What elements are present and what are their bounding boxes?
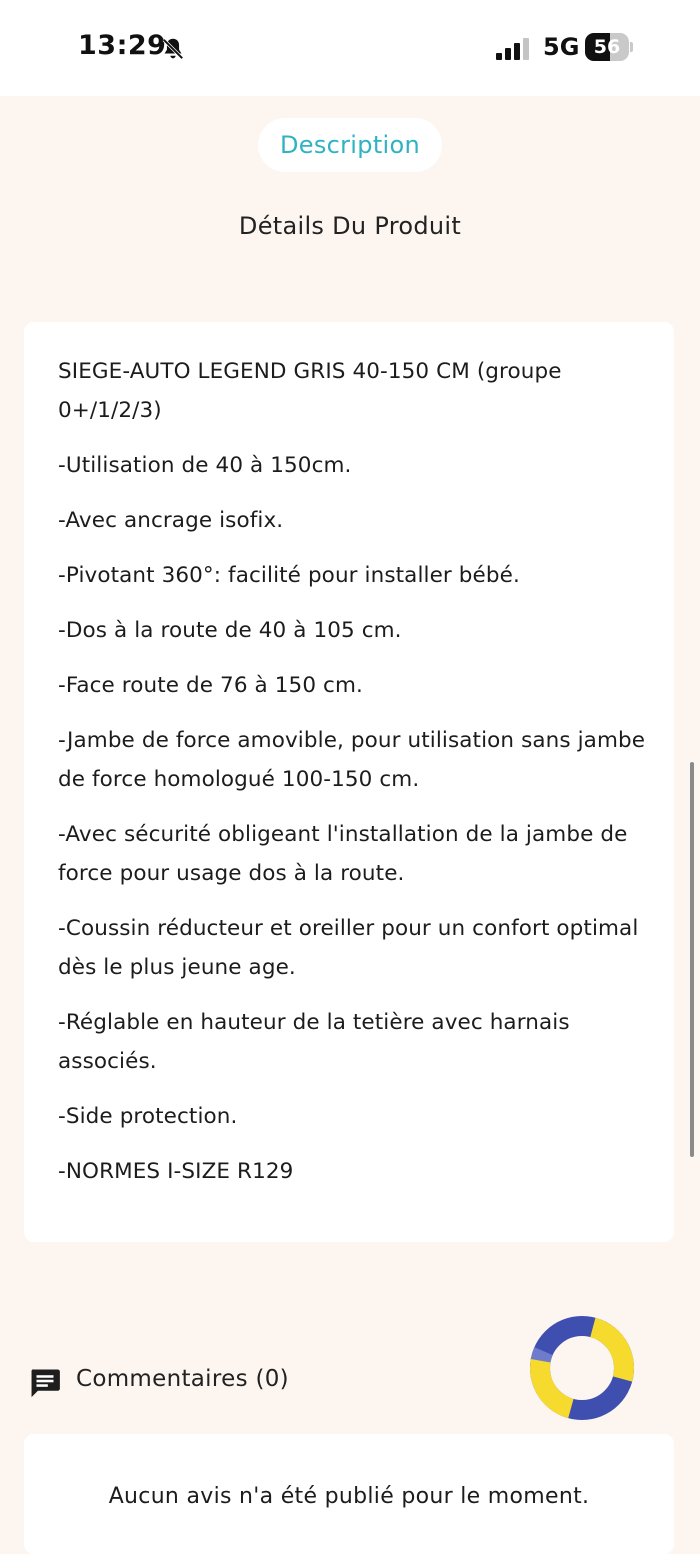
details-line: -Side protection.: [58, 1104, 238, 1129]
section-title: Détails Du Produit: [238, 212, 462, 240]
details-line: -Utilisation de 40 à 150cm.: [58, 453, 352, 478]
details-line: -Jambe de force amovible, pour utilisation sans jambe de force homologué 100-150 cm.: [58, 728, 646, 792]
status-time: 13:29: [78, 30, 167, 61]
details-line: -Dos à la route de 40 à 105 cm.: [58, 618, 402, 643]
status-bar: [0, 0, 700, 96]
product-details-card: [24, 322, 674, 1242]
battery-level: 56: [593, 36, 621, 58]
tab-description[interactable]: Description: [258, 118, 442, 172]
comments-label[interactable]: Commentaires (0): [76, 1366, 289, 1392]
details-line: -Pivotant 360°: facilité pour installer bébé.: [58, 563, 520, 588]
details-line: -Avec sécurité obligeant l'installation de la jambe de force pour usage dos à la route.: [58, 822, 628, 886]
network-type: 5G: [543, 33, 580, 61]
details-line: -Face route de 76 à 150 cm.: [58, 673, 363, 698]
details-line: -Réglable en hauteur de la tetière avec harnais associés.: [58, 1010, 570, 1074]
details-line: SIEGE-AUTO LEGEND GRIS 40-150 CM (groupe 0+/1/2/3): [58, 359, 562, 423]
loading-ring-icon: [528, 1314, 636, 1422]
no-reviews-message: Aucun avis n'a été publié pour le moment.: [108, 1484, 590, 1509]
bell-slash-icon: [160, 36, 186, 62]
details-line: -Coussin réducteur et oreiller pour un confort optimal dès le plus jeune age.: [58, 916, 639, 980]
scrollbar[interactable]: [690, 762, 694, 1157]
details-line: -NORMES I-SIZE R129: [58, 1159, 294, 1184]
comment-icon: [28, 1366, 62, 1400]
product-details-list: [58, 352, 648, 1207]
battery-icon: [585, 33, 633, 61]
signal-bars-icon: [496, 38, 534, 60]
reviews-card: [24, 1434, 674, 1554]
details-line: -Avec ancrage isofix.: [58, 508, 284, 533]
